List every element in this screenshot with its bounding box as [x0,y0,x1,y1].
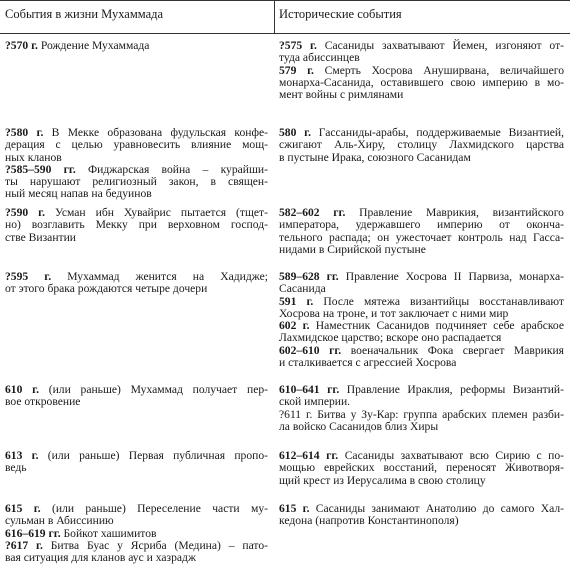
event-text: Сасаниды занимают Анатолию до самого Хал- [309,502,564,515]
event-text: нидами в Сирийской пустыне [279,242,426,256]
event-text: вое откровение [5,395,81,409]
event-text: Смерть Хосрова Ануширвана, величайшего [313,63,564,77]
row-1-right-cell [279,40,564,101]
row-6-right-cell [279,450,564,487]
text-line [279,152,564,164]
date-label: ?575 г. [279,39,317,52]
text-line [5,232,268,244]
date-label: 589–628 гг. [279,270,339,283]
header-right: Исторические события [279,7,402,21]
event-text: мощью еврейских восстаний, переносят Животворя- [279,461,564,475]
event-text: ведь [5,461,27,475]
header-bottom-rule [0,33,570,34]
date-label: ?585–590 гг. [5,162,76,176]
event-text: ный месяц напав на бедуинов [5,187,152,201]
date-label: 579 г. [279,63,314,77]
event-text: тельного распада; он ужесточает контроль над Гасса- [279,230,564,244]
row-5-left-cell [5,384,268,409]
text-line [279,421,564,433]
row-5-right-cell [279,384,564,433]
date-label: 612–614 гг. [279,449,339,462]
date-label: ?595 г. [5,270,52,283]
event-text: Хосрова на троне, и тот заключает с ними мир [279,306,509,320]
event-text: (или раньше) Мухаммад получает пер- [39,383,268,396]
event-text: Правление Ираклия, реформы Византий- [339,383,564,396]
event-text: ла войско Сасанидов близ Хиры [279,419,439,433]
row-4-right-cell [279,271,564,369]
event-text: Сасанида [279,282,326,296]
row-3-left-cell [5,207,268,244]
event-text: Гассаниды-арабы, поддерживаемые Византией, [311,126,564,139]
row-1-left-cell [5,40,268,52]
row-2-left-cell [5,127,268,201]
date-label: 610 г. [5,383,39,396]
event-text: но) возглавить Мекку при верховном господ- [5,218,268,232]
date-label: 616–619 гг. [5,526,61,540]
date-label: 602–610 гг. [279,343,342,357]
table-top-rule [0,0,570,1]
event-text: Рождение Мухаммада [37,39,150,52]
event-text: императора, удержавшего империю от оконча- [279,218,564,232]
date-label: 580 г. [279,126,312,139]
text-line [5,188,268,200]
event-text: вая ситуация для кланов аус и хазрадж [5,551,196,565]
event-text: (или раньше) Переселение части му- [40,502,268,515]
text-line [5,283,268,295]
event-text: сульман в Абиссинию [5,514,114,528]
date-label: 582–602 гг. [279,206,346,219]
event-text: После мятежа византийцы восстанавливают [313,294,565,308]
row-7-right-cell [279,503,564,528]
event-text: Усман ибн Хувайрис пытается (тщет- [45,206,268,219]
date-label: 613 г. [5,449,39,462]
text-line [279,515,564,527]
event-text: (или раньше) Первая публичная пропо- [38,449,268,462]
event-text: стве Византии [5,230,77,244]
row-2-right-cell [279,127,564,164]
date-label: 610–641 гг. [279,383,340,396]
header-column-divider [274,0,275,34]
event-text: военачальник Фока свергает Маврикия [341,343,564,357]
event-text: мент войны с римлянами [279,88,404,102]
event-text: Сасаниды захватывают всю Сирию с по- [338,449,564,462]
event-text: ных кланов [5,150,62,164]
event-text: ты нарушают религиозный закон, в священ- [5,175,268,189]
row-3-right-cell [279,207,564,256]
event-text: ?611 г. Битва у Зу-Кар: группа арабских племен разби- [279,407,564,421]
event-text: Битва Буас у Ясриба (Медина) – пато- [42,538,268,552]
text-line [5,462,268,474]
event-text: дерация с целью уравновесить влияние мощ- [5,138,268,152]
date-label: ?590 г. [5,206,46,219]
text-line [279,89,564,101]
event-text: Сасаниды захватывают Йемен, изгоняют от- [316,39,564,52]
row-7-left-cell [5,503,268,564]
text-line [279,357,564,369]
text-line [5,552,268,564]
date-label: 615 г. [5,502,41,515]
text-line [279,244,564,256]
text-line [5,396,268,408]
event-text: В Мекке образована фудульская конфе- [43,126,268,139]
event-text: в пустыне Ирака, союзного Сасанидам [279,150,471,164]
event-text: ской империи. [279,395,351,409]
event-text: Правление Хосрова II Парвиза, монарха- [338,270,564,283]
date-label: ?580 г. [5,126,44,139]
event-text: и сталкивается с агрессией Хосрова [279,356,457,370]
event-text: щий крест из Иерусалима в свою столицу [279,473,486,487]
event-text: монарха-Сасанида, оставившего свою империю в мо- [279,75,564,89]
event-text: Правление Маврикия, византийского [345,206,564,219]
date-label: 602 г. [279,319,310,333]
date-label: ?617 г. [5,538,43,552]
event-text: Наместник Сасанидов подчиняет себе арабское [309,319,564,333]
event-text: от этого брака рождаются четыре дочери [5,282,208,296]
event-text: Лахмидское царство; вскоре оно распадается [279,331,502,345]
date-label: 591 г. [279,294,314,308]
event-text: туда абиссинцев [279,51,360,65]
event-text: Фиджарская война – курайши- [75,162,268,176]
event-text: Мухаммад женится на Хадидже; [51,270,268,283]
text-line [279,475,564,487]
date-label: ?570 г. [5,39,38,52]
header-left: События в жизни Мухаммада [5,7,164,21]
text-line [5,40,268,52]
event-text: сжигают Аль-Хиру, столицу Лахмидского царства [279,138,564,152]
event-text: кедона (напротив Константинополя) [279,514,459,528]
text-line [5,450,268,462]
row-4-left-cell [5,271,268,296]
event-text: Бойкот хашимитов [60,526,157,540]
row-6-left-cell [5,450,268,475]
date-label: 615 г. [279,502,310,515]
